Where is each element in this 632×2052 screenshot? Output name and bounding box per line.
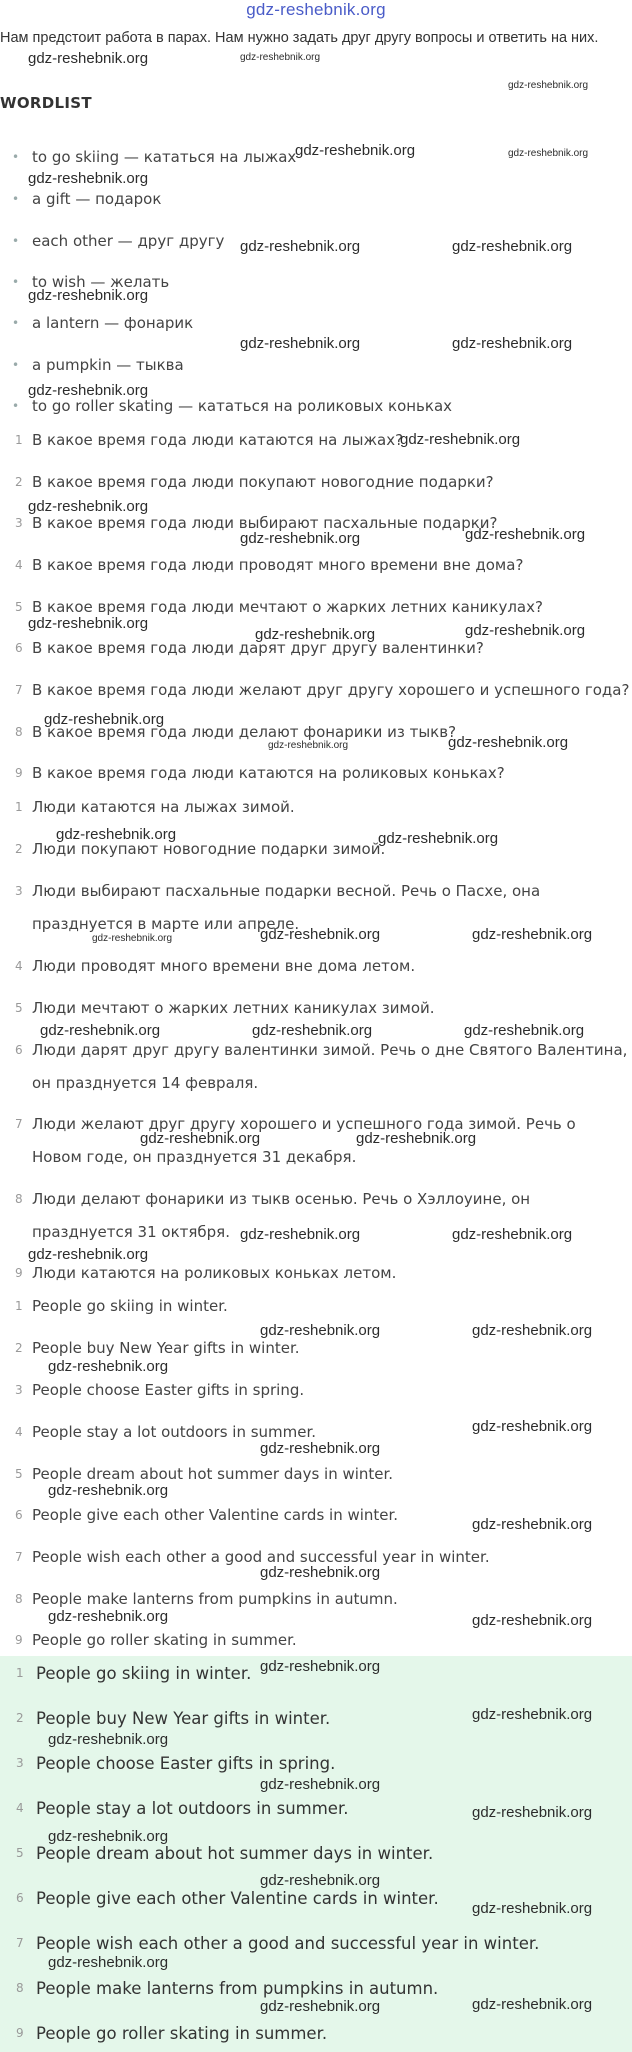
watermark: gdz-reshebnik.org [28, 287, 149, 304]
watermark: gdz-reshebnik.org [356, 1130, 477, 1147]
watermark: gdz-reshebnik.org [260, 1776, 381, 1793]
watermark: gdz-reshebnik.org [400, 431, 521, 448]
watermark: gdz-reshebnik.org [240, 530, 361, 547]
watermark: gdz-reshebnik.org [240, 52, 321, 63]
watermark: gdz-reshebnik.org [260, 926, 381, 943]
watermark: gdz-reshebnik.org [48, 1482, 169, 1499]
watermark: gdz-reshebnik.org [465, 622, 586, 639]
watermark: gdz-reshebnik.org [378, 830, 499, 847]
watermark: gdz-reshebnik.org [472, 1706, 593, 1723]
watermark: gdz-reshebnik.org [48, 1828, 169, 1845]
watermark: gdz-reshebnik.org [452, 335, 573, 352]
watermark: gdz-reshebnik.org [260, 1564, 381, 1581]
watermark: gdz-reshebnik.org [472, 1804, 593, 1821]
watermark: gdz-reshebnik.org [472, 1612, 593, 1629]
watermark: gdz-reshebnik.org [464, 1022, 585, 1039]
watermark: gdz-reshebnik.org [48, 1731, 169, 1748]
watermark: gdz-reshebnik.org [28, 498, 149, 515]
watermark: gdz-reshebnik.org [472, 1516, 593, 1533]
watermark: gdz-reshebnik.org [472, 926, 593, 943]
bullet-icon: • [12, 316, 20, 330]
watermark: gdz-reshebnik.org [448, 734, 569, 751]
watermark: gdz-reshebnik.org [252, 1022, 373, 1039]
watermark: gdz-reshebnik.org [465, 526, 586, 543]
watermark: gdz-reshebnik.org [56, 826, 177, 843]
watermark: gdz-reshebnik.org [48, 1358, 169, 1375]
bullet-icon: • [12, 150, 20, 164]
watermark: gdz-reshebnik.org [260, 1440, 381, 1457]
watermark: gdz-reshebnik.org [452, 1226, 573, 1243]
watermark: gdz-reshebnik.org [40, 1022, 161, 1039]
watermark: gdz-reshebnik.org [472, 1996, 593, 2013]
watermark: gdz-reshebnik.org [28, 382, 149, 399]
watermark: gdz-reshebnik.org [240, 1226, 361, 1243]
watermark: gdz-reshebnik.org [452, 238, 573, 255]
watermark: gdz-reshebnik.org [472, 1900, 593, 1917]
bullet-icon: • [12, 192, 20, 206]
watermark: gdz-reshebnik.org [508, 148, 589, 159]
wordlist-heading: WORDLIST [0, 94, 92, 112]
watermark: gdz-reshebnik.org [268, 740, 349, 751]
watermark: gdz-reshebnik.org [44, 711, 165, 728]
site-header-link[interactable]: gdz-reshebnik.org [246, 0, 386, 19]
watermark: gdz-reshebnik.org [260, 1658, 381, 1675]
watermark: gdz-reshebnik.org [92, 933, 173, 944]
watermark: gdz-reshebnik.org [28, 170, 149, 187]
intro-text: Нам предстоит работа в парах. Нам нужно задать друг другу вопросы и ответить на них. [0, 30, 599, 46]
bullet-icon: • [12, 275, 20, 289]
watermark: gdz-reshebnik.org [472, 1418, 593, 1435]
watermark: gdz-reshebnik.org [28, 50, 149, 67]
bullet-icon: • [12, 358, 20, 372]
watermark: gdz-reshebnik.org [472, 1322, 593, 1339]
watermark: gdz-reshebnik.org [508, 80, 589, 91]
watermark: gdz-reshebnik.org [28, 1246, 149, 1263]
watermark: gdz-reshebnik.org [260, 1872, 381, 1889]
watermark: gdz-reshebnik.org [260, 1998, 381, 2015]
watermark: gdz-reshebnik.org [255, 626, 376, 643]
watermark: gdz-reshebnik.org [48, 1608, 169, 1625]
bullet-icon: • [12, 234, 20, 248]
watermark: gdz-reshebnik.org [48, 1954, 169, 1971]
watermark: gdz-reshebnik.org [240, 335, 361, 352]
watermark: gdz-reshebnik.org [295, 142, 416, 159]
watermark: gdz-reshebnik.org [240, 238, 361, 255]
watermark: gdz-reshebnik.org [260, 1322, 381, 1339]
watermark: gdz-reshebnik.org [140, 1130, 261, 1147]
bullet-icon: • [12, 399, 20, 413]
watermark: gdz-reshebnik.org [28, 615, 149, 632]
